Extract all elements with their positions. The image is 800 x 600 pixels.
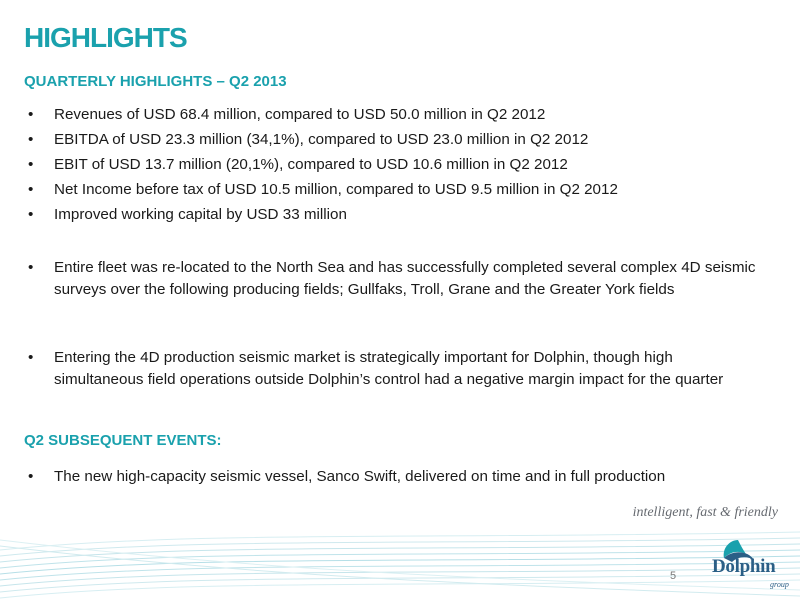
list-item	[24, 129, 764, 151]
bullet-text: Net Income before tax of USD 10.5 million, compared to USD 9.5 million in Q2 2012	[54, 181, 618, 198]
list-item	[24, 179, 764, 201]
bullet-text: Entire fleet was re-located to the North Sea and has successfully completed several complex 4D seismic surveys over the following producing fields; Gullfaks, Troll, Grane and the Greater York fields	[54, 259, 756, 298]
bullet-dot: •	[28, 156, 34, 173]
quarterly-highlights-heading: QUARTERLY HIGHLIGHTS – Q2 2013	[24, 73, 287, 90]
subsequent-events-heading: Q2 SUBSEQUENT EVENTS:	[24, 432, 222, 449]
list-item	[24, 204, 764, 226]
bullet-dot: •	[28, 181, 34, 198]
subsequent-events-list	[24, 466, 764, 488]
bullet-text: Entering the 4D production seismic market is strategically important for Dolphin, though high simultaneous field operations outside Dolphin’s control had a negative margin impact for the quarter	[54, 349, 724, 388]
market-list	[24, 347, 764, 390]
bullet-text: Revenues of USD 68.4 million, compared to USD 50.0 million in Q2 2012	[54, 106, 546, 123]
decorative-waves	[0, 510, 800, 600]
fleet-list	[24, 257, 764, 300]
bullet-dot: •	[28, 468, 34, 485]
list-item	[24, 466, 764, 488]
bullet-text: EBITDA of USD 23.3 million (34,1%), compared to USD 23.0 million in Q2 2012	[54, 131, 589, 148]
financial-highlights-list	[24, 104, 764, 229]
bullet-dot: •	[28, 349, 34, 366]
list-item	[24, 257, 764, 300]
logo-name: Dolphin	[712, 556, 776, 577]
bullet-text: Improved working capital by USD 33 million	[54, 206, 347, 223]
slide-title: HIGHLIGHTS	[24, 22, 187, 53]
list-item	[24, 104, 764, 126]
bullet-text: The new high-capacity seismic vessel, Sanco Swift, delivered on time and in full production	[54, 468, 666, 485]
tagline: intelligent, fast & friendly	[632, 505, 778, 520]
logo-sub: group	[770, 580, 789, 589]
bullet-dot: •	[28, 131, 34, 148]
bullet-dot: •	[28, 106, 34, 123]
bullet-dot: •	[28, 206, 34, 223]
list-item	[24, 154, 764, 176]
bullet-dot: •	[28, 259, 34, 276]
list-item	[24, 347, 764, 390]
bullet-text: EBIT of USD 13.7 million (20,1%), compared to USD 10.6 million in Q2 2012	[54, 156, 568, 173]
page-number: 5	[670, 570, 677, 582]
